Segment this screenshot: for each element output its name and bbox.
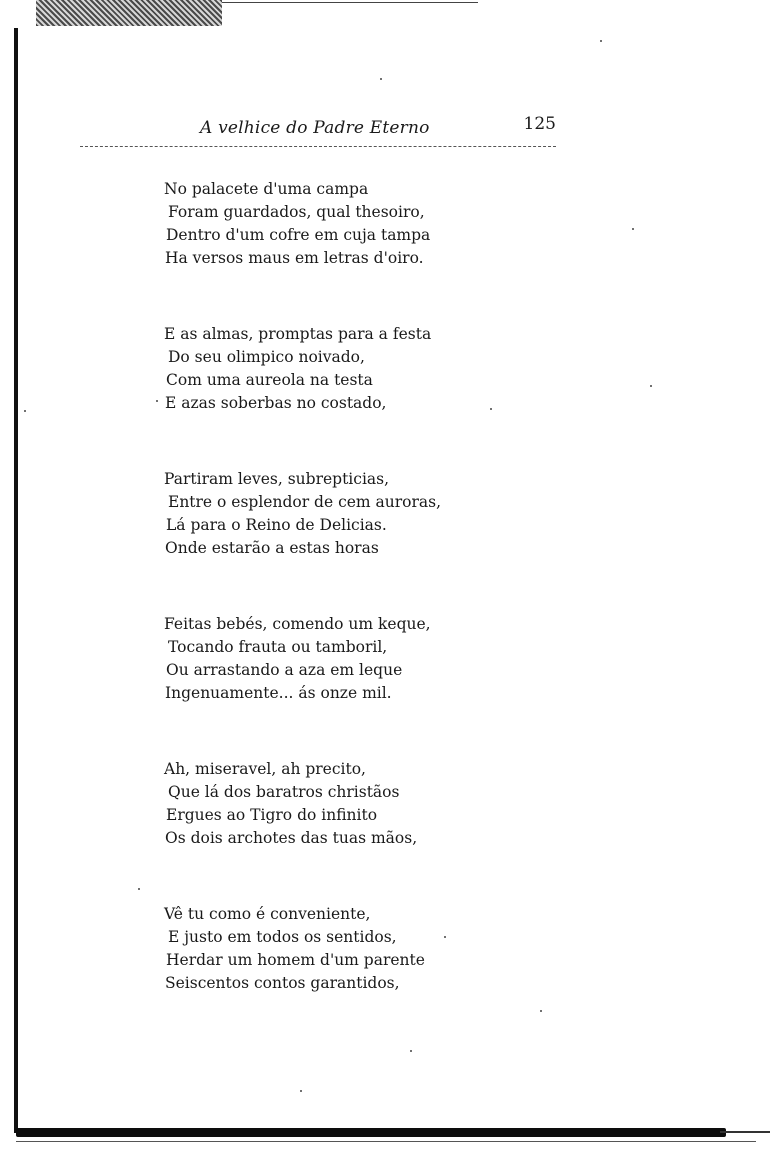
- verse-line: Feitas bebés, comendo um keque,: [164, 615, 431, 633]
- bottom-edge-band: [16, 1128, 726, 1137]
- page-edge-rule: [14, 28, 18, 1133]
- verse-line: Os dois archotes das tuas mãos,: [165, 829, 418, 847]
- verse-line: Do seu olimpico noivado,: [168, 348, 365, 366]
- verse-line: Entre o esplendor de cem auroras,: [168, 493, 442, 511]
- verse-line: Vê tu como é conveniente,: [164, 905, 371, 923]
- scan-speck: [600, 40, 602, 42]
- verse-line: Ergues ao Tigro do infinito: [166, 806, 378, 824]
- verse-line: Seiscentos contos garantidos,: [165, 974, 400, 992]
- verse-line: E justo em todos os sentidos,: [168, 928, 397, 946]
- verse-line: Foram guardados, qual thesoiro,: [168, 203, 425, 221]
- stanza: [164, 468, 484, 560]
- scan-speck: [380, 78, 382, 80]
- header-rule: [80, 146, 556, 147]
- stanza: [164, 758, 484, 850]
- scan-speck: [650, 385, 652, 387]
- running-title: A velhice do Padre Eterno: [200, 118, 430, 138]
- scan-speck: [138, 888, 140, 890]
- verse-line: Ha versos maus em letras d'oiro.: [165, 249, 424, 267]
- bottom-edge-line: [16, 1141, 756, 1142]
- scan-speck: [632, 228, 634, 230]
- verse-line: Ingenuamente... ás onze mil.: [165, 684, 392, 702]
- scan-speck: [444, 936, 446, 938]
- top-edge-line: [222, 2, 478, 3]
- verse-line: Lá para o Reino de Delicias.: [166, 516, 387, 534]
- verse-line: Herdar um homem d'um parente: [166, 951, 425, 969]
- scan-speck: [24, 410, 26, 412]
- verse-line: Tocando frauta ou tamboril,: [168, 638, 388, 656]
- page-number: 125: [523, 114, 556, 134]
- scan-speck: [540, 1010, 542, 1012]
- verse-line: Partiram leves, subrepticias,: [164, 470, 390, 488]
- bottom-edge-tail: [720, 1131, 770, 1133]
- verse-line: No palacete d'uma campa: [164, 180, 369, 198]
- stanza: [164, 613, 484, 705]
- stanza: [164, 323, 484, 415]
- verse-line: E as almas, promptas para a festa: [164, 325, 432, 343]
- poem: [164, 178, 484, 1048]
- stanza: [164, 178, 484, 270]
- verse-line: E azas soberbas no costado,: [165, 394, 387, 412]
- scan-speck: [410, 1050, 412, 1052]
- scan-smudge: [36, 0, 222, 26]
- verse-line: Com uma aureola na testa: [166, 371, 373, 389]
- verse-line: Ah, miseravel, ah precito,: [164, 760, 366, 778]
- page-header: [80, 112, 556, 140]
- scan-speck: [300, 1090, 302, 1092]
- scan-speck: [156, 400, 158, 402]
- verse-line: Onde estarão a estas horas: [165, 539, 379, 557]
- verse-line: Dentro d'um cofre em cuja tampa: [166, 226, 431, 244]
- stanza: [164, 903, 484, 995]
- verse-line: Que lá dos baratros christãos: [168, 783, 400, 801]
- verse-line: Ou arrastando a aza em leque: [166, 661, 403, 679]
- scan-speck: [490, 408, 492, 410]
